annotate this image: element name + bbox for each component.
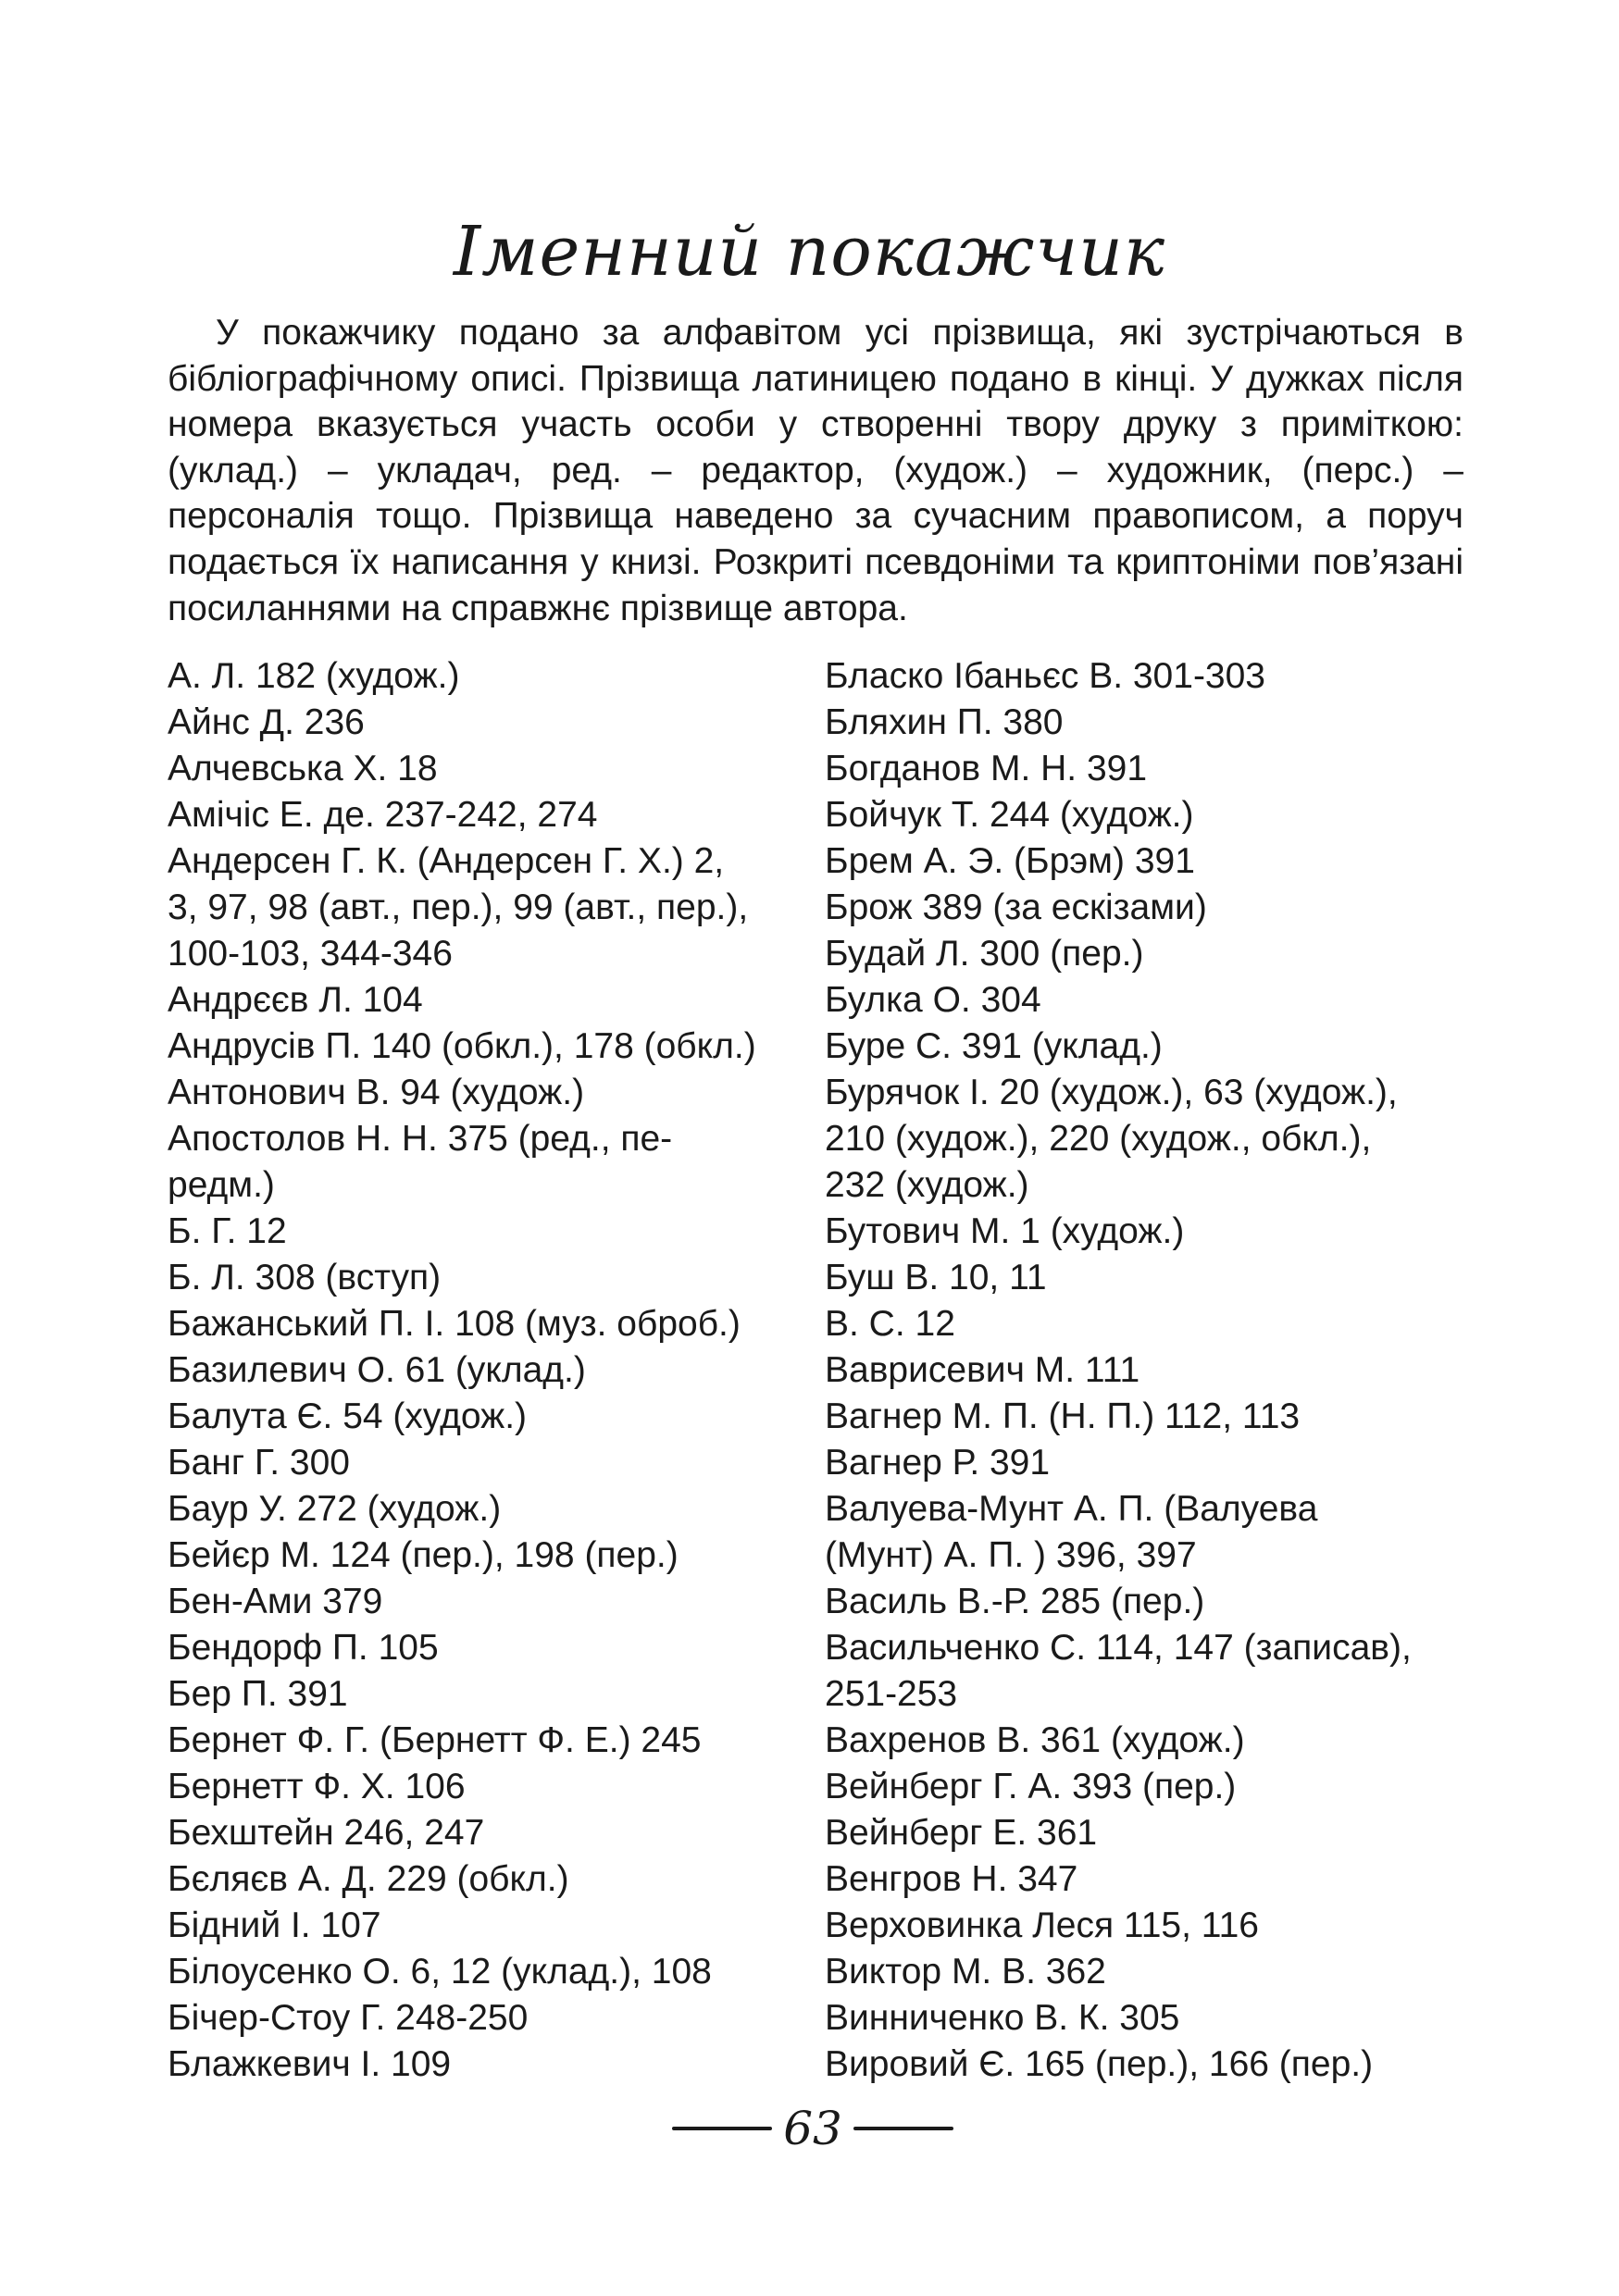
intro-paragraph: У покажчику подано за алфавітом усі прізвища, які зустрічаються в бібліографічному описі. Прізвища латиницею подано в кінці. У дужках після номера вказується участь особи у створенні твору друку з приміткою: (уклад.) – укладач, ред. – редактор, (худож.) – художник, (перс.) – персоналія тощо. Прізвища наведено за сучасним правописом, а поруч подається їх написання у книзі. Розкриті псевдоніми та криптоніми пов’язані посиланнями на справжнє прізвище автора. xyxy=(168,313,1463,628)
index-entry: 3, 97, 98 (авт., пер.), 99 (авт., пер.), xyxy=(168,887,749,927)
index-entry: Бендорф П. 105 xyxy=(168,1628,439,1668)
index-entry: Василь В.-Р. 285 (пер.) xyxy=(825,1582,1205,1621)
index-entry: Амічіс Е. де. 237-242, 274 xyxy=(168,795,598,835)
index-column-right xyxy=(825,653,1473,2088)
index-entry: Блажкевич І. 109 xyxy=(168,2044,452,2084)
index-entry: Банг Г. 300 xyxy=(168,1443,350,1483)
index-entry: Вейнберг Е. 361 xyxy=(825,1813,1098,1853)
index-entry: Бен-Ами 379 xyxy=(168,1582,383,1621)
index-entry: Бутович М. 1 (худож.) xyxy=(825,1211,1185,1251)
index-entry: 100-103, 344-346 xyxy=(168,934,453,974)
index-entry: Вахренов В. 361 (худож.) xyxy=(825,1720,1245,1760)
page-number: 63 xyxy=(783,2102,842,2155)
index-entry: Бічер-Стоу Г. 248-250 xyxy=(168,1998,529,2038)
index-entry: Базилевич О. 61 (уклад.) xyxy=(168,1350,586,1390)
index-entry: Антонович В. 94 (худож.) xyxy=(168,1073,585,1112)
index-entry: Андерсен Г. К. (Андерсен Г. Х.) 2, xyxy=(168,841,725,881)
index-entry: Виктор М. В. 362 xyxy=(825,1952,1106,1992)
index-entry: В. С. 12 xyxy=(825,1304,955,1344)
index-entry: Брем А. Э. (Брэм) 391 xyxy=(825,841,1195,881)
index-entry: Бер П. 391 xyxy=(168,1674,348,1714)
index-entry: Брож 389 (за ескізами) xyxy=(825,887,1207,927)
index-entry: Бейєр М. 124 (пер.), 198 (пер.) xyxy=(168,1535,679,1575)
page-footer xyxy=(0,2101,1619,2156)
index-entry: (Мунт) А. П. ) 396, 397 xyxy=(825,1535,1197,1575)
index-entry: Бернет Ф. Г. (Бернетт Ф. Е.) 245 xyxy=(168,1720,702,1760)
index-entry: Венгров Н. 347 xyxy=(825,1859,1078,1899)
index-entry: Вагнер Р. 391 xyxy=(825,1443,1051,1483)
footer-rule-right xyxy=(853,2127,953,2130)
index-entry: Андрєєв Л. 104 xyxy=(168,980,423,1020)
index-entry: Булка О. 304 xyxy=(825,980,1041,1020)
index-entry: Винниченко В. К. 305 xyxy=(825,1998,1180,2038)
index-entry: Б. Л. 308 (вступ) xyxy=(168,1258,442,1297)
index-entry: Бурячок І. 20 (худож.), 63 (худож.), xyxy=(825,1073,1398,1112)
index-entry: Балута Є. 54 (худож.) xyxy=(168,1396,528,1436)
index-entry: Бехштейн 246, 247 xyxy=(168,1813,485,1853)
index-entry: Вейнберг Г. А. 393 (пер.) xyxy=(825,1767,1237,1806)
index-entry: Бернетт Ф. Х. 106 xyxy=(168,1767,466,1806)
index-entry: А. Л. 182 (худож.) xyxy=(168,656,460,696)
index-entry: Верховинка Леся 115, 116 xyxy=(825,1905,1259,1945)
index-entry: Бєляєв А. Д. 229 (обкл.) xyxy=(168,1859,569,1899)
index-entry: Б. Г. 12 xyxy=(168,1211,287,1251)
index-entry: Алчевська Х. 18 xyxy=(168,749,438,788)
index-entry: Апостолов Н. Н. 375 (ред., пе- xyxy=(168,1119,673,1159)
page-title: Іменний покажчик xyxy=(453,212,1166,292)
index-entry: 232 (худож.) xyxy=(825,1165,1029,1205)
index-entry: Буш В. 10, 11 xyxy=(825,1258,1047,1297)
index-entry: Богданов М. Н. 391 xyxy=(825,749,1148,788)
index-entry: Бідний І. 107 xyxy=(168,1905,381,1945)
index-entry: Буре С. 391 (уклад.) xyxy=(825,1026,1163,1066)
index-entry: Білоусенко О. 6, 12 (уклад.), 108 xyxy=(168,1952,712,1992)
index-entry: 251-253 xyxy=(825,1674,958,1714)
index-entry: Ваврисевич М. 111 xyxy=(825,1350,1140,1390)
index-entry: Бойчук Т. 244 (худож.) xyxy=(825,795,1194,835)
index-entry: редм.) xyxy=(168,1165,275,1205)
index-entry: Валуева-Мунт А. П. (Валуева xyxy=(825,1489,1318,1529)
index-entry: Бажанський П. І. 108 (муз. оброб.) xyxy=(168,1304,741,1344)
index-entry: Вировий Є. 165 (пер.), 166 (пер.) xyxy=(825,2044,1374,2084)
index-entry: Айнс Д. 236 xyxy=(168,702,365,742)
index-entry: Бляхин П. 380 xyxy=(825,702,1064,742)
index-entry: Андрусів П. 140 (обкл.), 178 (обкл.) xyxy=(168,1026,756,1066)
index-entry: Баур У. 272 (худож.) xyxy=(168,1489,502,1529)
index-entry: Будай Л. 300 (пер.) xyxy=(825,934,1144,974)
index-entry: Вагнер М. П. (Н. П.) 112, 113 xyxy=(825,1396,1301,1436)
index-column-left xyxy=(168,653,816,2088)
index-entry: 210 (худож.), 220 (худож., обкл.), xyxy=(825,1119,1372,1159)
index-entry: Васильченко С. 114, 147 (записав), xyxy=(825,1628,1412,1668)
index-entry: Бласко Ібаньєс В. 301-303 xyxy=(825,656,1265,696)
footer-rule-left xyxy=(672,2127,772,2130)
